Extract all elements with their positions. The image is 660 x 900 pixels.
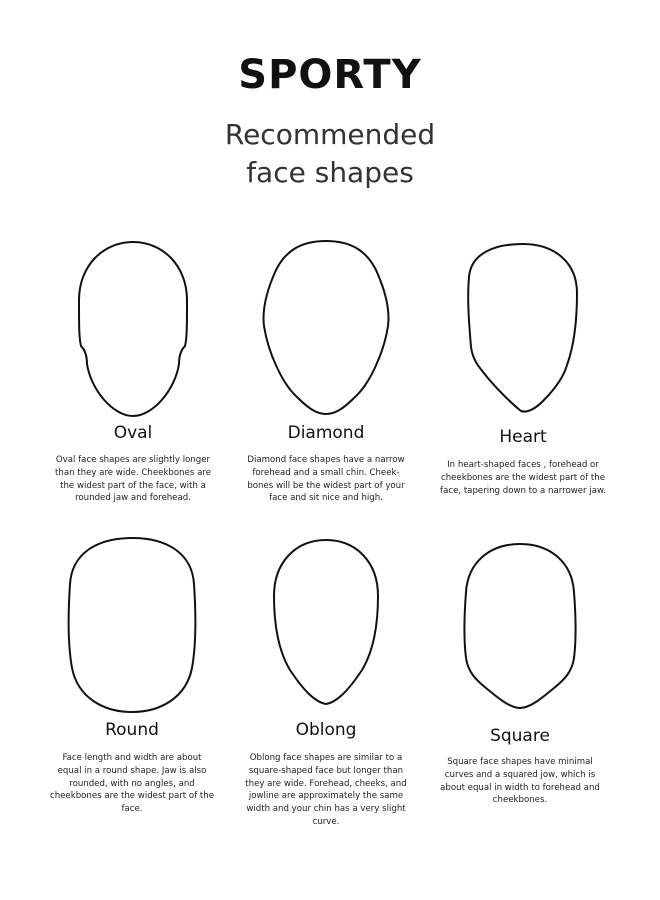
description-line: than they are wide. Cheekbones are <box>55 467 211 478</box>
face-description <box>32 752 232 816</box>
description-line: cheekbones. <box>492 795 548 806</box>
face-card-oval <box>33 240 233 504</box>
description-line: rounded jaw and forehead. <box>75 493 191 504</box>
face-name: Oval <box>113 423 153 443</box>
description-line: face and sit nice and high. <box>269 493 383 504</box>
oval-face-outline-icon <box>33 240 233 418</box>
description-line: Diamond face shapes have a narrow <box>247 455 405 465</box>
oblong-face-outline-icon <box>226 538 426 706</box>
description-line: Square face shapes have minimal <box>447 757 593 767</box>
description-line: Oblong face shapes are similar to a <box>249 753 403 763</box>
description-line: face. <box>121 804 143 815</box>
description-line: curves and a squared jow, which is <box>444 769 596 780</box>
face-description <box>226 752 426 829</box>
face-name: Heart <box>499 427 547 447</box>
face-card-diamond <box>226 240 426 504</box>
page-subtitle <box>0 116 660 192</box>
description-line: jowline are approximately the same <box>248 791 404 802</box>
heart-face-outline-icon <box>423 243 623 415</box>
face-description <box>33 454 233 505</box>
description-line: rounded, with no angles, and <box>69 778 195 789</box>
description-line: face, tapering down to a narrower jaw. <box>440 485 606 496</box>
description-line: In heart-shaped faces , forehead or <box>447 460 599 470</box>
description-line: Oval face shapes are slightly longer <box>55 455 211 465</box>
description-line: cheekbones are the widest part of the <box>440 472 606 483</box>
description-line: square-shaped face but longer than <box>248 765 404 776</box>
description-line: width and your chin has a very slight <box>246 804 406 815</box>
face-name: Round <box>105 720 159 740</box>
square-face-outline-icon <box>420 542 620 712</box>
subtitle-line: Recommended <box>224 118 436 151</box>
description-line: equal in a round shape. Jaw is also <box>57 765 207 776</box>
face-name: Square <box>490 726 550 746</box>
diamond-face-outline-icon <box>226 240 426 418</box>
face-name: Oblong <box>295 720 357 740</box>
description-line: bones will be the widest part of your <box>247 480 405 491</box>
description-line: curve. <box>312 816 340 827</box>
description-line: cheekbones are the widest part of the <box>49 791 215 802</box>
face-description <box>420 756 620 807</box>
face-description <box>226 454 426 505</box>
description-line: they are wide. Forehead, cheeks, and <box>245 778 407 789</box>
description-line: about equal in width to forehead and <box>440 782 600 793</box>
description-line: the widest part of the face, with a <box>60 480 206 491</box>
face-card-oblong <box>226 538 426 827</box>
round-face-outline-icon <box>32 536 232 714</box>
page-title: SPORTY <box>238 52 422 98</box>
face-description <box>423 459 623 497</box>
description-line: forehead and a small chin. Cheek- <box>252 467 400 478</box>
description-line: Face length and width are about <box>62 753 202 763</box>
face-card-round <box>32 536 232 815</box>
face-name: Diamond <box>287 423 365 443</box>
subtitle-line: face shapes <box>246 156 414 189</box>
face-card-square <box>420 542 620 806</box>
face-card-heart <box>423 243 623 496</box>
